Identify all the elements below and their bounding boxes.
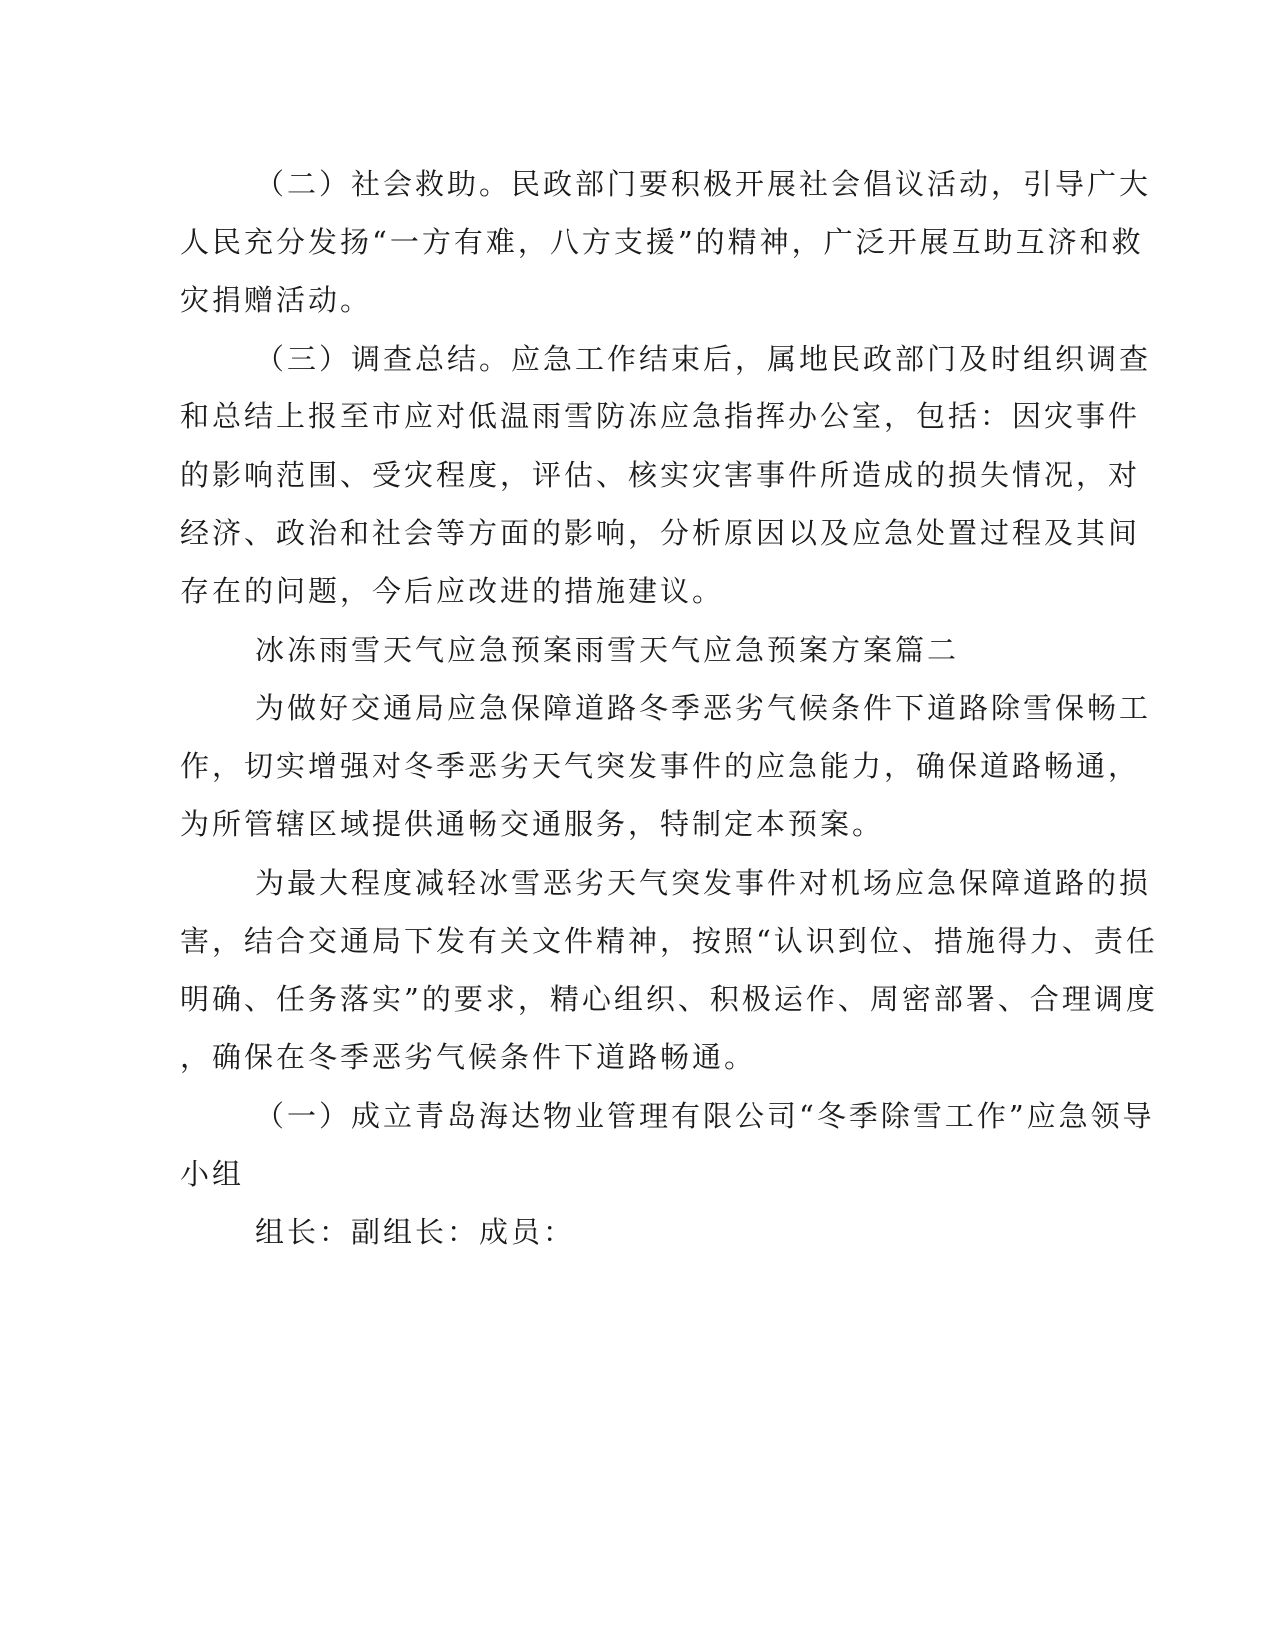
paragraph-social-aid-line-3: 灾捐赠活动。 <box>180 283 373 317</box>
paragraph-principle-line-2: 害，结合交通局下发有关文件精神，按照“认识到位、措施得力、责任 <box>180 924 1158 958</box>
paragraph-purpose-line-1: 为做好交通局应急保障道路冬季恶劣气候条件下道路除雪保畅工 <box>255 691 1152 725</box>
paragraph-purpose-line-2: 作，切实增强对冬季恶劣天气突发事件的应急能力，确保道路畅通， <box>180 749 1141 783</box>
paragraph-purpose-line-3: 为所管辖区域提供通畅交通服务，特制定本预案。 <box>180 807 885 841</box>
paragraph-principle-line-3: 明确、任务落实”的要求，精心组织、积极运作、周密部署、合理调度 <box>180 982 1158 1016</box>
paragraph-members: 组长：副组长：成员： <box>255 1215 576 1249</box>
paragraph-investigation-line-5: 存在的问题，今后应改进的措施建议。 <box>180 574 725 608</box>
paragraph-investigation-line-2: 和总结上报至市应对低温雨雪防冻应急指挥办公室，包括：因灾事件 <box>180 399 1141 433</box>
paragraph-principle-line-4: ，确保在冬季恶劣气候条件下道路畅通。 <box>180 1040 757 1074</box>
paragraph-investigation-line-3: 的影响范围、受灾程度，评估、核实灾害事件所造成的损失情况，对 <box>180 458 1141 492</box>
section-heading: 冰冻雨雪天气应急预案雨雪天气应急预案方案篇二 <box>255 633 960 667</box>
paragraph-investigation-line-4: 经济、政治和社会等方面的影响，分析原因以及应急处置过程及其间 <box>180 516 1141 550</box>
paragraph-social-aid-line-2: 人民充分发扬“一方有难，八方支援”的精神，广泛开展互助互济和救 <box>180 225 1144 259</box>
paragraph-investigation-line-1: （三）调查总结。应急工作结束后，属地民政部门及时组织调查 <box>255 342 1152 376</box>
paragraph-principle-line-1: 为最大程度减轻冰雪恶劣天气突发事件对机场应急保障道路的损 <box>255 866 1152 900</box>
paragraph-leadership-line-2: 小组 <box>180 1157 245 1191</box>
paragraph-social-aid-line-1: （二）社会救助。民政部门要积极开展社会倡议活动，引导广大 <box>255 167 1152 201</box>
paragraph-leadership-line-1: （一）成立青岛海达物业管理有限公司“冬季除雪工作”应急领导 <box>255 1099 1155 1133</box>
